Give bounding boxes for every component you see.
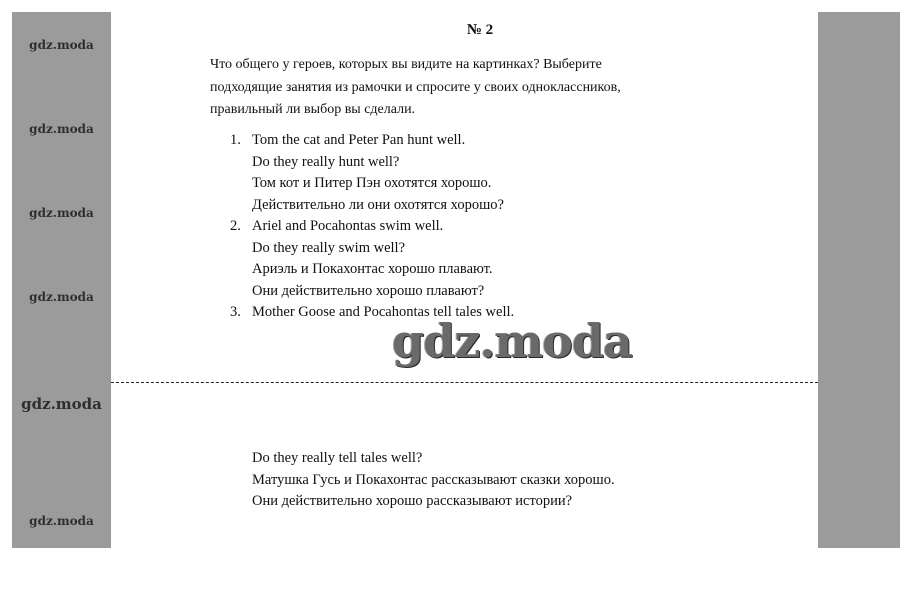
item-line: Том кот и Питер Пэн охотятся хорошо. xyxy=(252,175,492,191)
item-line: Ariel and Pocahontas swim well. xyxy=(252,218,444,234)
item-line: Они действительно хорошо рассказывают истории? xyxy=(252,493,573,509)
watermark-logo: gdz.moda xyxy=(392,314,632,368)
item-line: Do they really hunt well? xyxy=(252,153,400,170)
item-line: Матушка Гусь и Покахонтас рассказывают сказки хорошо. xyxy=(252,471,615,488)
page-break-divider xyxy=(111,382,818,383)
instruction-line: Что общего у героев, которых вы видите на картинках? Выберите xyxy=(210,57,602,72)
item-line: Mother Goose and Pocahontas tell tales well. xyxy=(252,304,515,320)
item-number: 1. xyxy=(230,132,241,148)
left-margin xyxy=(12,12,111,548)
list-item xyxy=(230,216,750,302)
instruction-line: подходящие занятия из рамочки и спросите у своих одноклассников, xyxy=(210,79,621,95)
answer-continuation xyxy=(252,448,772,513)
watermark-label: gdz.moda xyxy=(29,38,94,52)
item-line: Действительно ли они охотятся хорошо? xyxy=(252,196,504,213)
item-line: Они действительно хорошо плавают? xyxy=(252,282,485,299)
watermark-label: gdz.moda xyxy=(29,122,94,136)
task-instructions xyxy=(210,54,730,122)
item-line: Ариэль и Покахонтас хорошо плавают. xyxy=(252,261,493,277)
item-number: 3. xyxy=(230,304,241,320)
item-line: Tom the cat and Peter Pan hunt well. xyxy=(252,132,466,148)
right-margin xyxy=(818,12,900,548)
watermark-label: gdz.moda xyxy=(29,290,94,304)
instruction-line: правильный ли выбор вы сделали. xyxy=(210,102,416,117)
item-line: Do they really swim well? xyxy=(252,239,406,256)
watermark-label: gdz.moda xyxy=(21,395,102,413)
item-number: 2. xyxy=(230,218,241,234)
watermark-label: gdz.moda xyxy=(29,206,94,220)
page-title: № 2 xyxy=(466,22,494,38)
answer-list xyxy=(230,130,750,324)
watermark-label: gdz.moda xyxy=(29,514,94,528)
item-line: Do they really tell tales well? xyxy=(252,450,423,466)
list-item xyxy=(230,130,750,216)
